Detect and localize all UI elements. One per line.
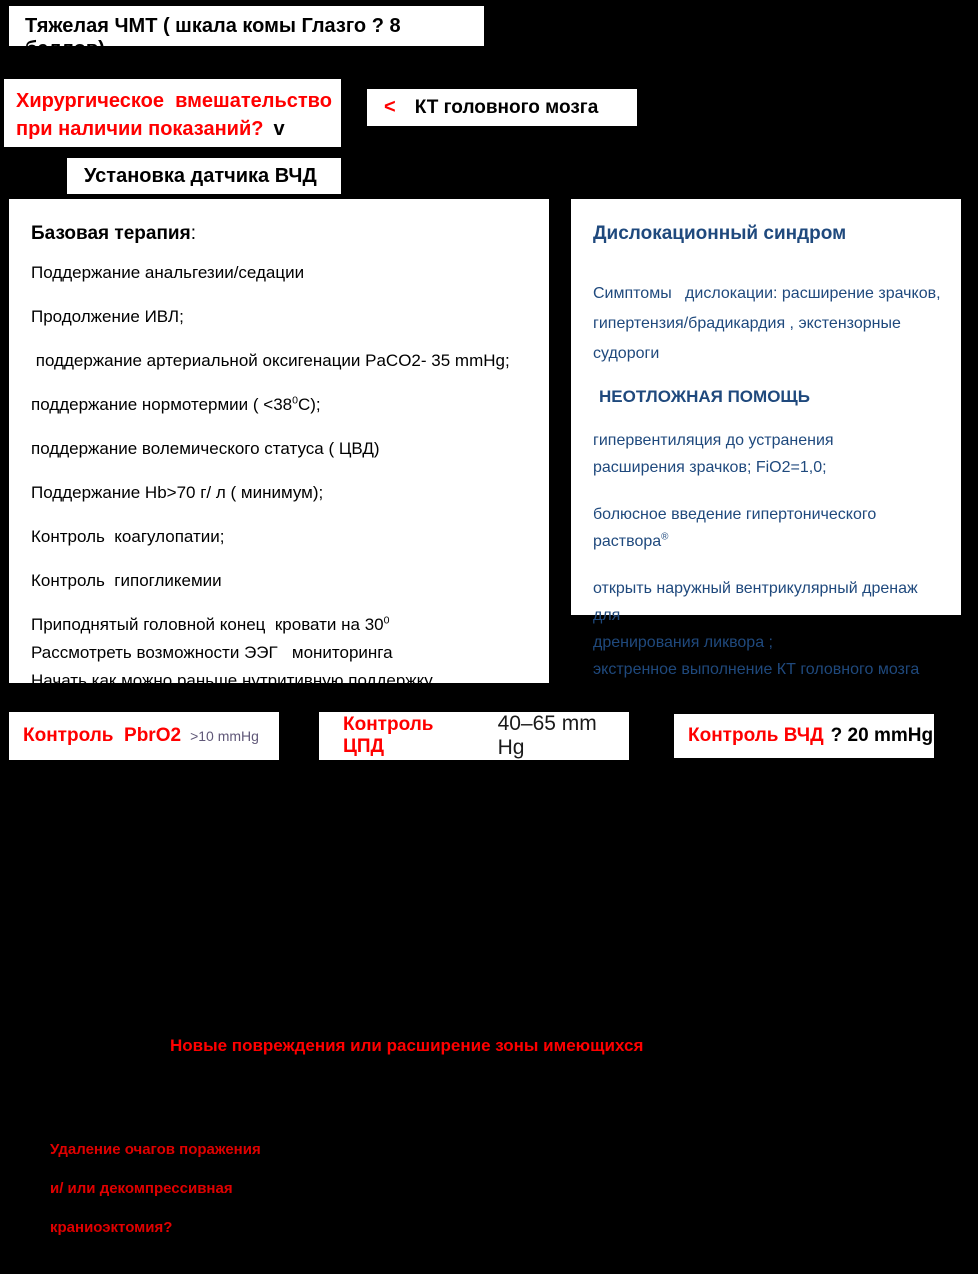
therapy-item-normothermia: поддержание нормотермии ( $<38^0C$);	[31, 394, 321, 414]
surgery-line2-suffix: v	[273, 118, 285, 140]
severe-tbi-title-text: Тяжелая ЧМТ ( шкала комы Глазго ? 8 баллов)	[25, 15, 407, 60]
dislocation-symptoms-line1: Симптомы дислокации: расширение зрачков,	[593, 285, 941, 302]
lesion-removal-annotation	[50, 1142, 261, 1259]
therapy-item-hypoglycemia: Контроль гипогликемии	[31, 571, 222, 590]
basic-therapy-title: Базовая терапия:	[31, 223, 196, 244]
removal-line3: краниоэктомия?	[50, 1219, 173, 1236]
emergency-step-hypertonic-bolus: болюсное введение гипертонического раствора®	[593, 506, 881, 550]
icp-control-value: ? 20 mmHg	[830, 725, 934, 746]
dislocation-symptoms-line2: гипертензия/брадикардия , экстензорные	[593, 315, 901, 332]
therapy-item-coagulopathy: Контроль коагулопатии;	[31, 527, 225, 546]
ct-brain-box	[366, 88, 638, 127]
cpp-control-label: Контроль ЦПД	[343, 714, 445, 757]
therapy-item-eeg-monitoring: Рассмотреть возможности ЭЭГ мониторинга	[31, 643, 393, 662]
left-arrow-icon: <	[384, 96, 396, 118]
therapy-item-oxygenation: поддержание артериальной оксигенации PaCO2- 35 mmHg;	[31, 351, 510, 370]
therapy-item-volemic-status: поддержание волемического статуса ( ЦВД)	[31, 439, 380, 458]
severe-tbi-title-box	[8, 5, 485, 60]
therapy-item-analgesia: Поддержание анальгезии/седации	[31, 263, 305, 282]
pbro2-control-value: >10 mmHg	[190, 728, 259, 744]
pbro2-control-box	[8, 711, 280, 761]
icp-control-label: Контроль ВЧД	[688, 725, 824, 746]
removal-line1: Удаление очагов поражения	[50, 1141, 261, 1158]
cpp-control-box	[318, 711, 630, 761]
surgery-line1: Хирургическое вмешательство	[16, 90, 332, 112]
therapy-item-hemoglobin: Поддержание Hb>70 г/ л ( минимум);	[31, 483, 324, 502]
ct-brain-label: КТ головного мозга	[414, 96, 599, 118]
icp-sensor-label: Установка датчика ВЧД	[84, 165, 317, 187]
icp-sensor-box	[66, 157, 342, 195]
therapy-item-head-elevation: Приподнятый головной конец кровати на $30^0$	[31, 614, 390, 634]
icp-control-box	[673, 713, 935, 759]
pbro2-control-label: Контроль PbrO2	[23, 725, 182, 746]
cpp-control-value: 40–65 mm Hg	[497, 712, 603, 759]
surgery-intervention-box	[3, 78, 342, 148]
therapy-item-nutrition: Начать как можно раньше нутритивную поддержку	[31, 671, 433, 690]
surgery-line2: при наличии показаний?	[16, 118, 264, 140]
emergency-care-title: НЕОТЛОЖНАЯ ПОМОЩЬ	[599, 387, 810, 406]
dislocation-title: Дислокационный синдром	[593, 223, 847, 244]
dislocation-symptoms-line3: судороги	[593, 345, 660, 362]
basic-therapy-box	[8, 198, 550, 690]
emergency-step-ventricular-drain: открыть наружный вентрикулярный дренаж для дренирования ликвора ; экстренное выполнение КТ головного мозга	[593, 580, 923, 678]
dislocation-syndrome-box	[570, 198, 962, 678]
new-lesions-annotation: Новые повреждения или расширение зоны имеющихся	[170, 1036, 644, 1055]
removal-line2: и/ или декомпрессивная	[50, 1180, 233, 1197]
therapy-item-ventilation: Продолжение ИВЛ;	[31, 307, 184, 326]
emergency-step-hyperventilation: гипервентиляция до устранения расширения зрачков; FiO2=1,0;	[593, 432, 834, 476]
